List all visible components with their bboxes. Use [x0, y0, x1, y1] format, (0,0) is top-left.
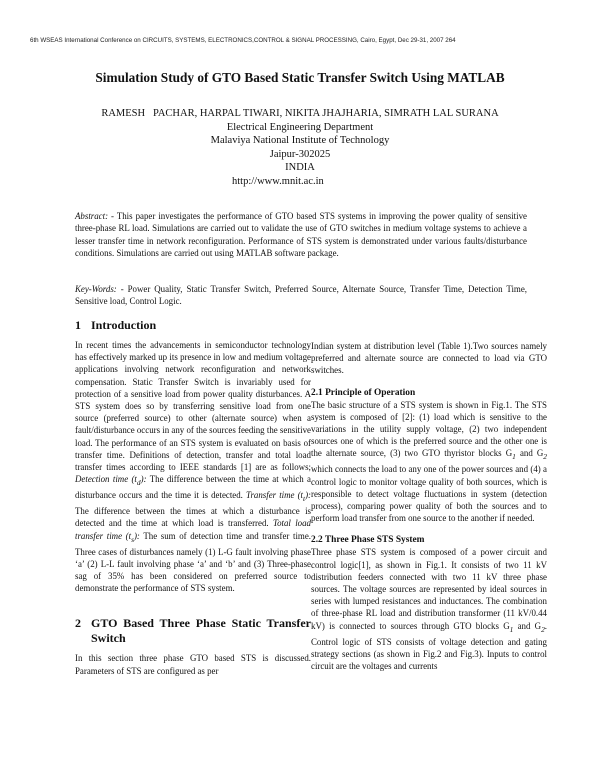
subsection-2-1-body: The basic structure of a STS system is shown in Fig.1. The STS system is composed of [2]: (1) load which is sensitive to the variations in the utility supply voltage, (2) two independent sources one of which is the preferred source and the other one is the alternate source, (3) two GTO thyristor blocks $G_1$ and $G_2$ which connects the load to any one of the power sources and (4) a control logic to monitor voltage quality of both sources, which is responsible to detect voltage fluctuations in system (detection process), comparing power quality of both the sources and to perform load transfer from one source to the another if needed.	[311, 399, 547, 524]
affiliation-url[interactable]: http://www.mnit.ac.in	[232, 175, 324, 187]
keywords	[75, 283, 527, 308]
section-1-number: 1	[75, 318, 81, 332]
section-2-body-start: In this section three phase GTO based STS is discussed. Parameters of STS are configured as per	[75, 653, 311, 676]
author-block	[60, 107, 540, 189]
author-names: RAMESH PACHAR, HARPAL TIWARI, NIKITA JHAJHARIA, SIMRATH LAL SURANA	[101, 108, 499, 119]
section-1-intro: In recent times the advancements in semiconductor technology has effectively marked up its presence in low and medium voltage applications involving network reconfiguration and network compensation. Static Transfer Switch is invariably used for protection of a sensitive load from power quality disturbances. A STS system does so by transferring sensitive load from one source (preferred source) to other (alternate source) when a fault/disturbance occurs in any of the sources feeding the sensitive load. The performance of an STS system is evaluated on basis of transfer time. Definitions of detection, transfer and total load transfer times according to IEEE standards [1] are as follows;	[75, 340, 311, 473]
def-detection-text: The difference between the time at which a disturbance occurs and the time it is detected.	[75, 474, 311, 501]
section-2-heading	[75, 616, 311, 646]
affiliation-institute: Malaviya National Institute of Technology	[210, 135, 390, 147]
subsection-2-1-heading: 2.1 Principle of Operation	[311, 387, 416, 398]
keywords-label: Key-Words:	[75, 284, 117, 294]
section-1-heading	[75, 318, 311, 333]
subsection-2-2-heading: 2.2 Three Phase STS System	[311, 535, 425, 546]
def-detection-term: Detection time $(t_d)$:	[75, 474, 147, 488]
right-column	[311, 340, 547, 672]
affiliation-city: Jaipur-302025	[269, 148, 331, 160]
abstract	[75, 210, 527, 260]
affiliation-department: Electrical Engineering Department	[226, 121, 374, 133]
running-head: 6th WSEAS International Conference on CIRCUITS, SYSTEMS, ELECTRONICS,CONTROL & SIGNAL PROCESSING, Cairo, Egypt, Dec 29-31, 2007 264	[30, 37, 456, 44]
def-total-text: The sum of detection time and transfer time. Three cases of disturbances namely (1) L-G fault involving phase ‘a’ (2) L-L fault involving phase ‘a’ and ‘b’ and (3) Three-phase sag of 35% has been considered on preferred source to demonstrate the performance of STS system.	[75, 530, 311, 594]
keywords-text: - Power Quality, Static Transfer Switch, Preferred Source, Alternate Source, Transfer Time, Detection Time, Sensitive load, Control Logic.	[75, 284, 527, 307]
section-2-title: GTO Based Three Phase Static Transfer Switch	[91, 616, 311, 646]
def-transfer-term: Transfer time $(t_t)$:	[246, 490, 311, 503]
section-2-number: 2	[75, 616, 81, 631]
affiliation-country: INDIA	[285, 162, 315, 174]
abstract-label: Abstract:	[75, 211, 109, 221]
def-transfer-text: The difference between the times at which a disturbance is detected and the time at which load is transferred.	[75, 506, 311, 529]
subsection-2-2-body: Three phase STS system is composed of a power circuit and control logic[1], as shown in Fig.1. It consists of two 11 kV distribution feeders connected with two 11 kV three phase sources. The voltage sources are represented by ideal sources in series with lumped resistances and inductances. The combination of three-phase RL load and distribution transformer (11 kV/0.44 kV) is connected to sources through GTO blocks $G_1$ and $G_2$. Control logic of STS consists of voltage detection and gating strategy sections (as shown in Fig.2 and Fig.3). Inputs to control circuit are the voltages and currents	[311, 547, 547, 672]
def-total-term: Total load transfer time $(t_s)$:	[75, 518, 311, 544]
section-1-body	[75, 339, 311, 594]
section-2-body-cont: Indian system at distribution level (Table 1).Two sources namely preferred and alternate source are connected to load via GTO switches.	[311, 341, 547, 376]
left-column	[75, 318, 311, 677]
paper-title: Simulation Study of GTO Based Static Transfer Switch Using MATLAB	[95, 70, 505, 85]
abstract-text: - This paper investigates the performance of GTO based STS systems in improving the power quality of sensitive three-phase RL load. Simulations are carried out to validate the use of GTO switches in medium voltage systems to achieve a lesser transfer time in network reconfiguration. Performance of STS system is demonstrated under various faults/disturbance conditions. Simulations are carried out using MATLAB software package.	[75, 211, 527, 259]
section-1-title: Introduction	[91, 318, 157, 332]
